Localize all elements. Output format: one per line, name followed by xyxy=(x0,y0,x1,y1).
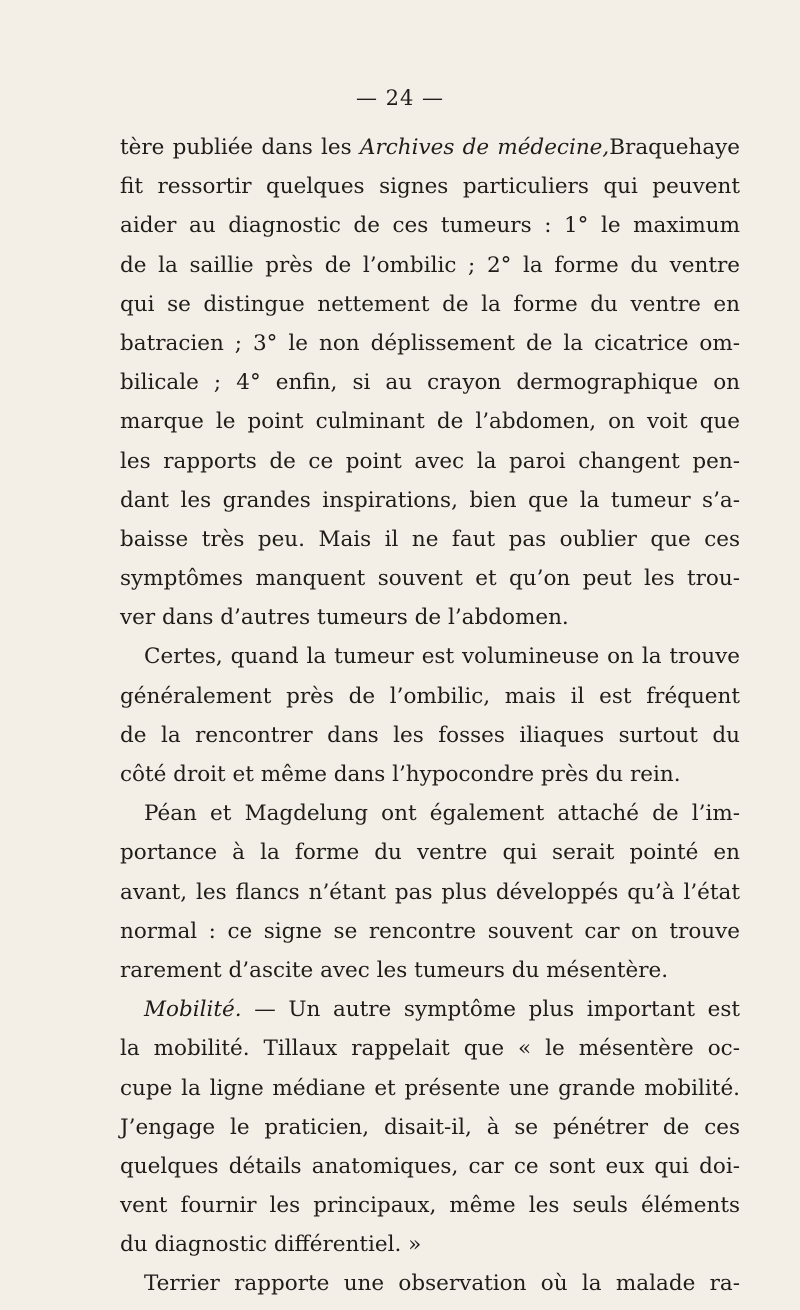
text-line: normal : ce signe se rencontre souvent car on trouve xyxy=(120,918,740,944)
text-line: qui se distingue nettement de la forme du ventre en xyxy=(120,291,740,317)
journal-title: Archives de médecine, xyxy=(359,135,610,160)
text-line: la mobilité. Tillaux rappelait que « le mésentère oc- xyxy=(120,1036,740,1062)
text-line: vent fournir les principaux, même les seuls éléments xyxy=(120,1193,740,1219)
text-line: avant, les flancs n’étant pas plus développés qu’à l’état xyxy=(120,879,740,905)
text-line: quelques détails anatomiques, car ce sont eux qui doi- xyxy=(120,1153,740,1179)
text-line: portance à la forme du ventre qui serait pointé en xyxy=(120,840,740,866)
paragraph-start: Mobilité. — Un autre symptôme plus important est xyxy=(144,997,740,1023)
text-line: bilicale ; 4° enfin, si au crayon dermographique on xyxy=(120,370,740,396)
paragraph-start: Terrier rapporte une observation où la malade ra- xyxy=(144,1271,740,1297)
text-line: baisse très peu. Mais il ne faut pas oublier que ces xyxy=(120,526,740,552)
text-line: symptômes manquent souvent et qu’on peut les trou- xyxy=(120,566,740,592)
text-line: rarement d’ascite avec les tumeurs du mésentère. xyxy=(120,957,669,983)
text-line: du diagnostic différentiel. » xyxy=(120,1232,422,1258)
text-line: ver dans d’autres tumeurs de l’abdomen. xyxy=(120,605,569,631)
text-line: généralement près de l’ombilic, mais il est fréquent xyxy=(120,683,740,709)
text-line: cupe la ligne médiane et présente une grande mobilité. xyxy=(120,1075,740,1101)
text-line: aider au diagnostic de ces tumeurs : 1° le maximum xyxy=(120,213,740,239)
body-text xyxy=(120,128,740,1304)
text-line: marque le point culminant de l’abdomen, on voit que xyxy=(120,409,740,435)
text-line: de la saillie près de l’ombilic ; 2° la forme du ventre xyxy=(120,252,740,278)
text-line: batracien ; 3° le non déplissement de la cicatrice om- xyxy=(120,330,740,356)
text-line: de la rencontrer dans les fosses iliaques surtout du xyxy=(120,722,740,748)
page-number: — 24 — xyxy=(355,86,445,110)
text-line: fit ressortir quelques signes particuliers qui peuvent xyxy=(120,174,740,200)
text-line: tère publiée dans les Archives de médecine,Braquehaye xyxy=(120,135,741,160)
text-line: J’engage le praticien, disait-il, à se pénétrer de ces xyxy=(120,1114,740,1140)
text-line: dant les grandes inspirations, bien que la tumeur s’a- xyxy=(120,487,740,513)
paragraph-start: Péan et Magdelung ont également attaché de l’im- xyxy=(144,801,740,827)
text-line: côté droit et même dans l’hypocondre près du rein. xyxy=(120,762,681,787)
text-line: les rapports de ce point avec la paroi changent pen- xyxy=(120,448,740,474)
paragraph-start: Certes, quand la tumeur est volumineuse on la trouve xyxy=(144,644,740,670)
section-heading: Mobilité. xyxy=(144,997,242,1023)
